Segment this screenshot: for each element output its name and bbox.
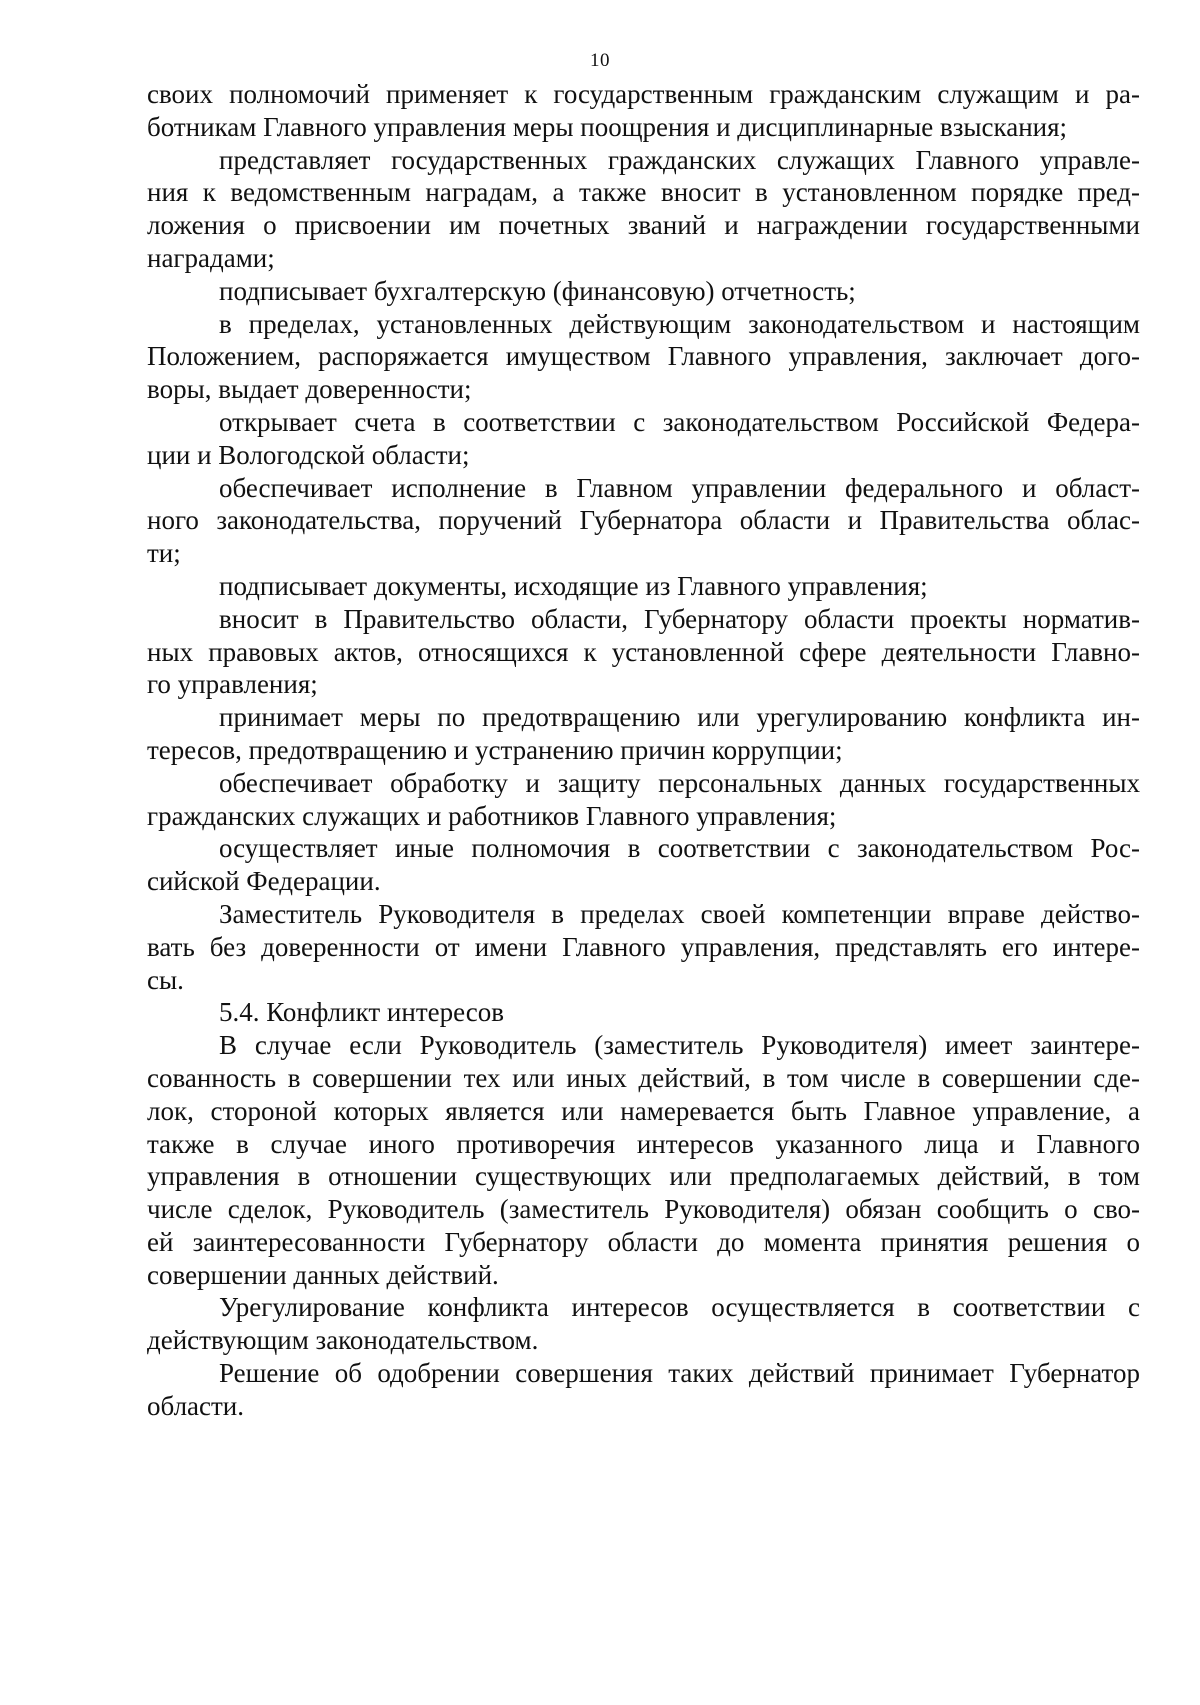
text-line: сийской Федерации.: [147, 866, 381, 897]
text-line: числе сделок, Руководитель (заместитель Руководителя) обязан сообщить о сво-: [147, 1194, 1140, 1225]
text-line: лок, стороной которых является или намеревается быть Главное управление, а: [147, 1095, 1140, 1126]
document-body: [147, 78, 1140, 1423]
text-line: ного законодательства, поручений Губернатора области и Правительства облас-: [147, 505, 1140, 536]
paragraph: [147, 472, 1140, 570]
text-line: вносит в Правительство области, Губернатору области проекты норматив-: [219, 603, 1140, 634]
text-line: ти;: [147, 538, 181, 569]
text-line: ных правовых актов, относящихся к установленной сфере деятельности Главно-: [147, 636, 1140, 667]
text-line: сованность в совершении тех или иных действий, в том числе в совершении сде-: [147, 1062, 1140, 1093]
text-line: воры, выдает доверенности;: [147, 374, 472, 405]
text-line: наградами;: [147, 242, 275, 273]
text-line: своих полномочий применяет к государственным гражданским служащим и ра-: [147, 79, 1140, 109]
text-line: Решение об одобрении совершения таких действий принимает Губернатор: [219, 1358, 1140, 1389]
text-line: обеспечивает обработку и защиту персональных данных государственных: [219, 767, 1140, 798]
text-line: Заместитель Руководителя в пределах своей компетенции вправе действо-: [219, 898, 1140, 929]
text-line: сы.: [147, 964, 184, 995]
paragraph: [147, 144, 1140, 275]
text-line: открывает счета в соответствии с законодательством Российской Федера-: [219, 406, 1140, 437]
text-line: го управления;: [147, 669, 318, 700]
text-line: обеспечивает исполнение в Главном управлении федерального и област-: [219, 472, 1140, 503]
paragraph: [147, 1029, 1140, 1291]
paragraph: [147, 701, 1140, 767]
text-line: подписывает бухгалтерскую (финансовую) отчетность;: [219, 275, 856, 306]
text-line: В случае если Руководитель (заместитель Руководителя) имеет заинтере-: [219, 1030, 1140, 1061]
text-line: осуществляет иные полномочия в соответствии с законодательством Рос-: [219, 833, 1140, 864]
paragraph: [147, 832, 1140, 898]
text-line: 5.4. Конфликт интересов: [219, 997, 504, 1028]
paragraph: [147, 406, 1140, 472]
text-line: ния к ведомственным наградам, а также вносит в установленном порядке пред-: [147, 177, 1140, 208]
text-line: ботникам Главного управления меры поощрения и дисциплинарные взыскания;: [147, 111, 1068, 142]
text-line: Урегулирование конфликта интересов осуществляется в соответствии с: [219, 1292, 1140, 1323]
text-line: в пределах, установленных действующим законодательством и настоящим: [219, 308, 1140, 339]
text-line: совершении данных действий.: [147, 1259, 499, 1290]
paragraph: [147, 603, 1140, 701]
text-line: области.: [147, 1390, 245, 1421]
text-line: принимает меры по предотвращению или урегулированию конфликта ин-: [219, 702, 1140, 733]
paragraph: [147, 78, 1140, 144]
paragraph: [147, 1291, 1140, 1357]
text-line: управления в отношении существующих или предполагаемых действий, в том: [147, 1161, 1140, 1192]
paragraph: [147, 570, 1140, 603]
text-line: также в случае иного противоречия интересов указанного лица и Главного: [147, 1128, 1140, 1159]
text-line: ей заинтересованности Губернатору области до момента принятия решения о: [147, 1226, 1140, 1257]
section-heading: [147, 996, 1140, 1029]
text-line: гражданских служащих и работников Главного управления;: [147, 800, 837, 831]
paragraph: [147, 898, 1140, 996]
text-line: Положением, распоряжается имуществом Главного управления, заключает дого-: [147, 341, 1140, 372]
paragraph: [147, 275, 1140, 308]
paragraph: [147, 767, 1140, 833]
text-line: представляет государственных гражданских служащих Главного управле-: [219, 144, 1140, 175]
text-line: вать без доверенности от имени Главного управления, представлять его интере-: [147, 931, 1140, 962]
text-line: ции и Вологодской области;: [147, 439, 470, 470]
text-line: ложения о присвоении им почетных званий и награждении государственными: [147, 210, 1140, 241]
text-line: тересов, предотвращению и устранению причин коррупции;: [147, 734, 843, 765]
page-number: 10: [590, 50, 610, 71]
paragraph: [147, 1357, 1140, 1423]
text-line: подписывает документы, исходящие из Главного управления;: [219, 570, 928, 601]
text-line: действующим законодательством.: [147, 1325, 539, 1356]
paragraph: [147, 308, 1140, 406]
